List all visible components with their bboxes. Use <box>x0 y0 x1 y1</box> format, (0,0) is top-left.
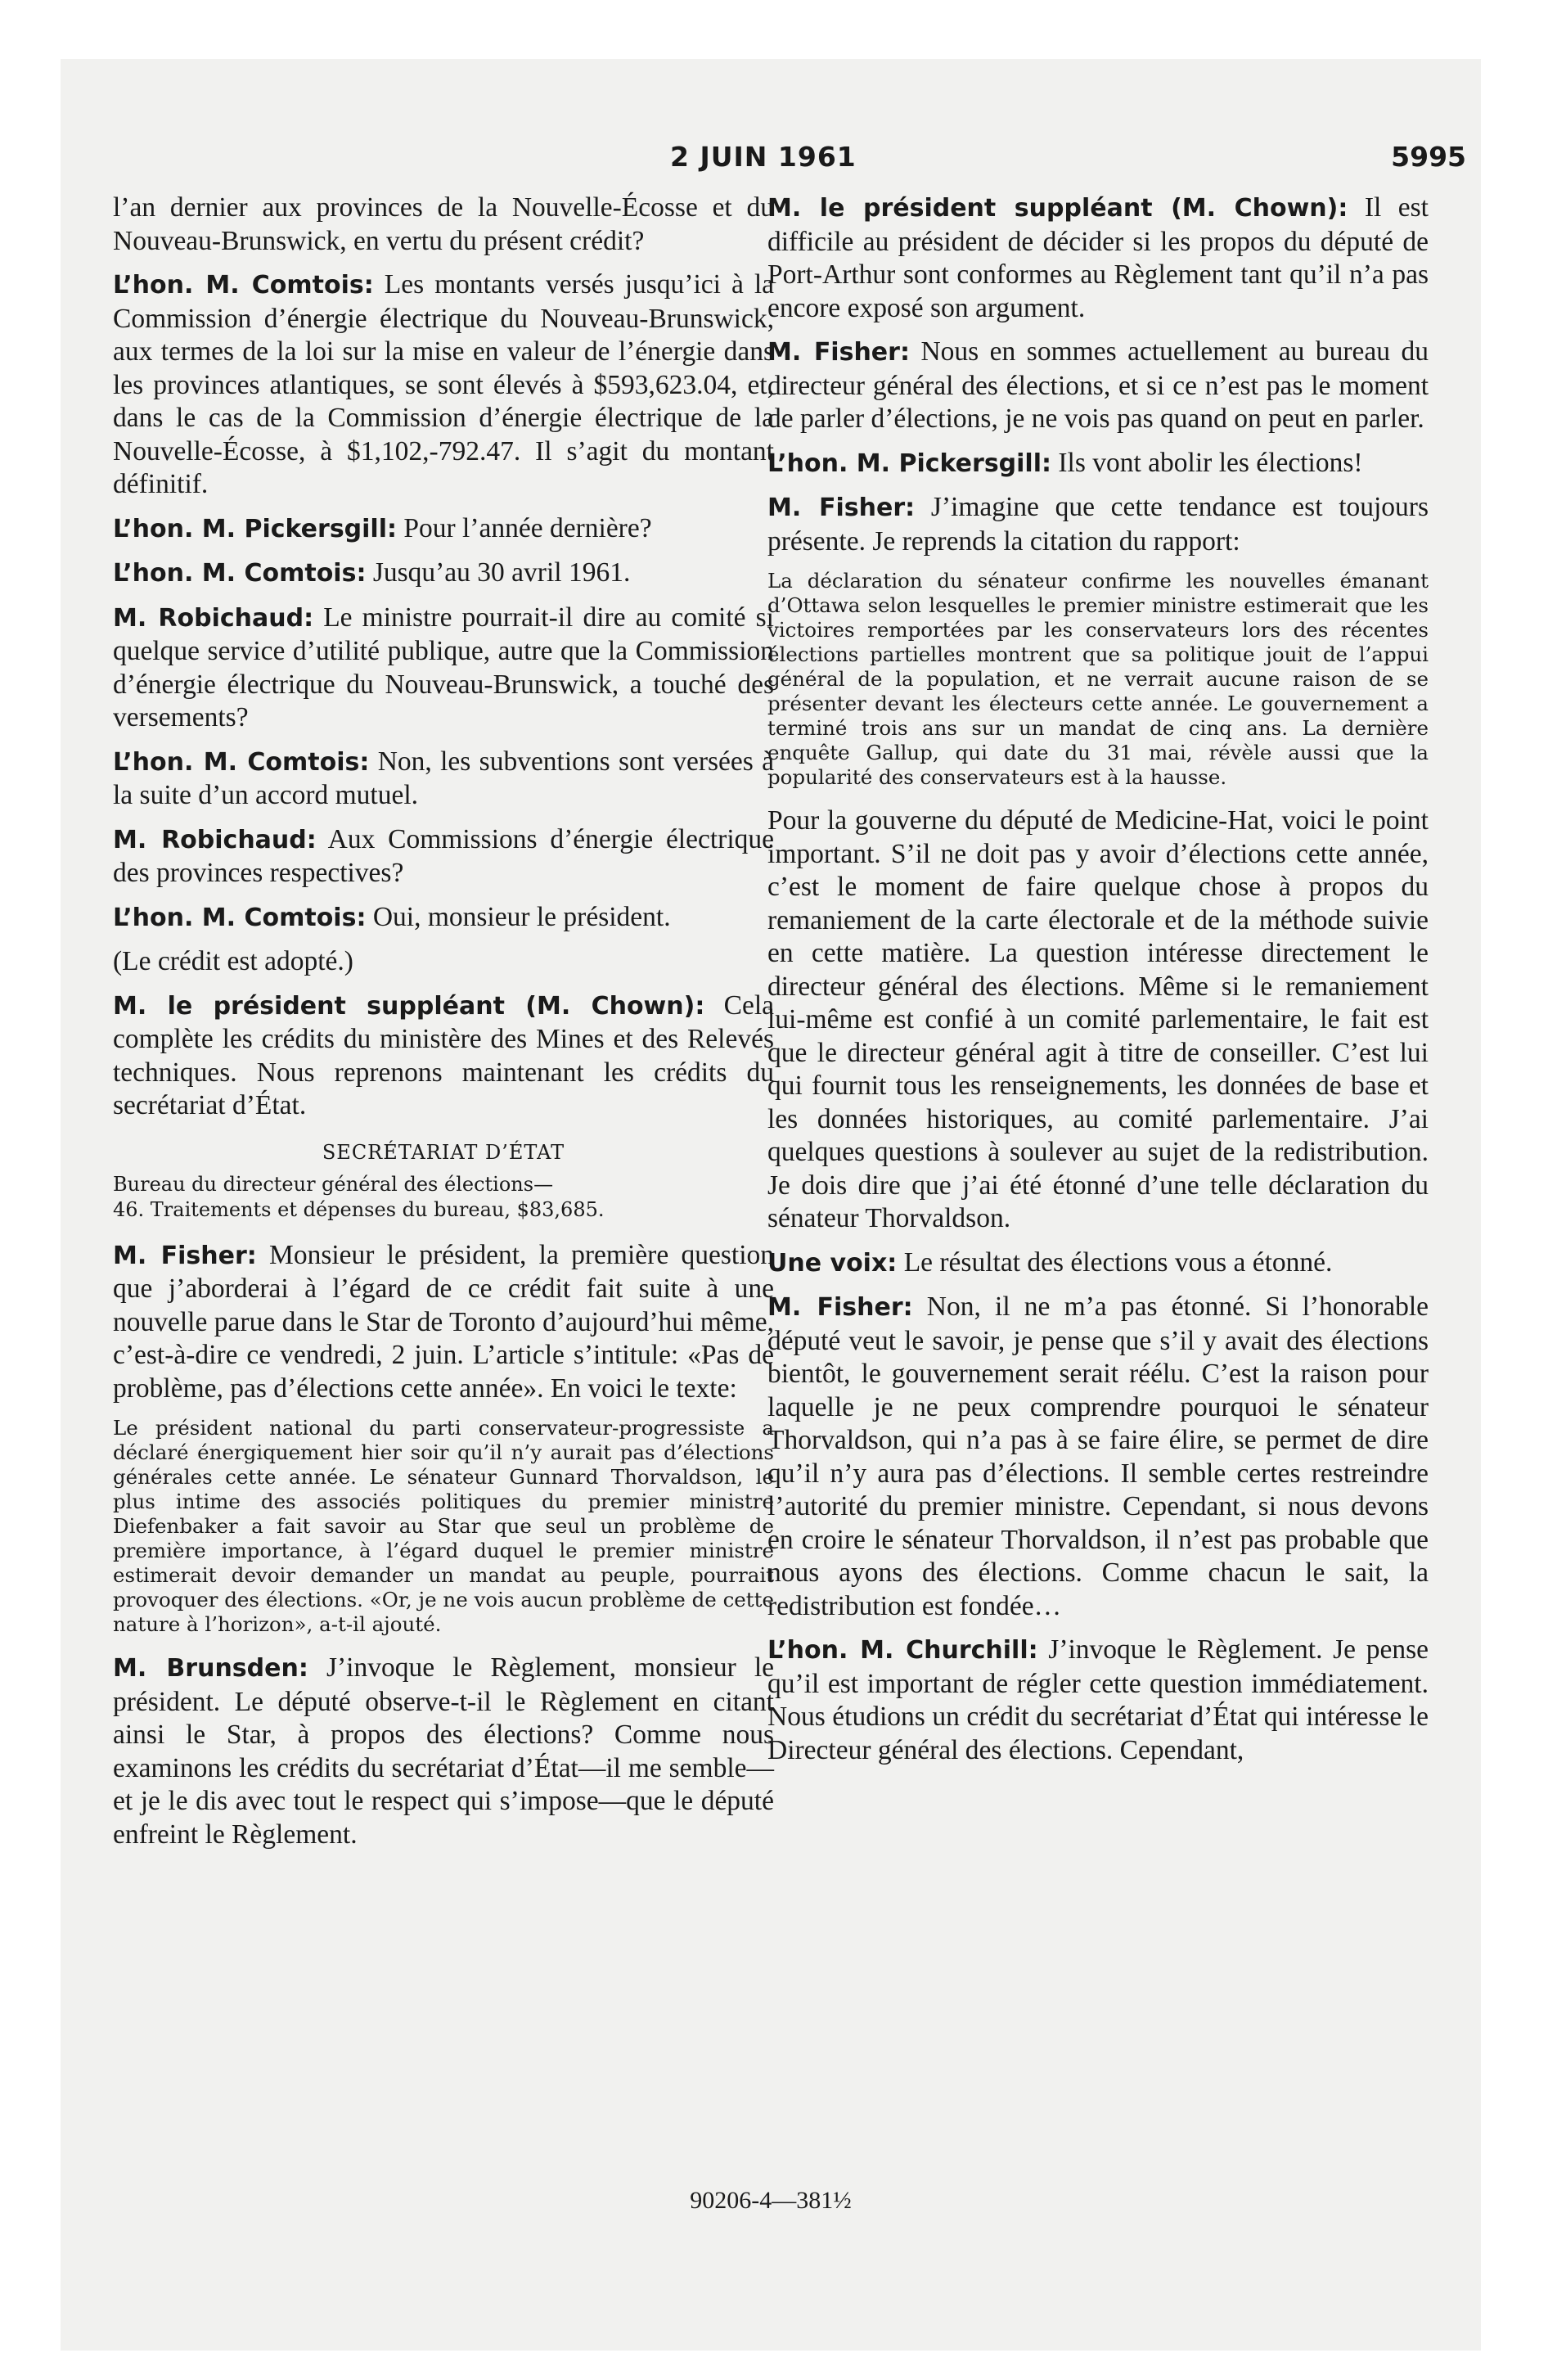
paragraph: Pour la gouverne du député de Medicine-Hat, voici le point important. S’il ne doit pas y avoir d’élections cette année, c’est le moment de faire quelque chose à propos du remaniement de la carte électorale et de la méthode suivie en cette matière. La question intéresse directement le directeur général des élections. Même si le remaniement lui-même est confié à un comité parlementaire, le fait est que le directeur général agit à titre de conseiller. C’est lui qui fournit tous les renseignements, les données de base et les données historiques, au comité parlementaire. J’ai quelques questions à soulever au sujet de la redistribution. Je dois dire que j’ai été étonné d’une telle déclaration du sénateur Thorvaldson. <box>767 805 1429 1233</box>
paragraph: M. Brunsden: J’invoque le Règlement, monsieur le président. Le député observe-t-il le Règlement en citant ainsi le Star, à propos des élections? Comme nous examinons les crédits du secrétariat d’État—il me semble—et je le dis avec tout le respect qui s’impose—que le député enfreint le Règlement. <box>113 1652 774 1850</box>
speaker: Une voix: <box>767 1248 898 1278</box>
page-header <box>61 141 1481 182</box>
speaker: M. Robichaud: <box>113 825 317 854</box>
speaker: L’hon. M. Pickersgill: <box>767 449 1051 478</box>
page-number: 5995 <box>1391 141 1466 173</box>
document-page <box>61 59 1481 2351</box>
speaker: L’hon. M. Comtois: <box>113 747 370 777</box>
speaker: M. le président suppléant (M. Chown): <box>113 991 705 1021</box>
speaker: M. Fisher: <box>113 1241 257 1270</box>
paragraph: L’hon. M. Comtois: Non, les subventions sont versées à la suite d’un accord mutuel. <box>113 746 775 810</box>
speaker: L’hon. M. Comtois: <box>113 903 367 932</box>
paragraph: l’an dernier aux provinces de la Nouvelle-Écosse et du Nouveau-Brunswick, en vertu du présent crédit? <box>113 192 774 256</box>
paragraph: (Le crédit est adopté.) <box>113 946 353 976</box>
speaker: M. Fisher: <box>767 494 916 522</box>
paragraph: M. le président suppléant (M. Chown): Il est difficile au président de décider si les propos du député de Port-Arthur sont conformes au Règlement tant qu’il n’a pas encore exposé son argument. <box>767 192 1429 323</box>
left-column <box>113 192 774 1862</box>
paragraph: M. Robichaud: Le ministre pourrait-il dire au comité si quelque service d’utilité publique, autre que la Commission d’énergie électrique du Nouveau-Brunswick, a touché des versements? <box>113 602 774 732</box>
speaker: L’hon. M. Comtois: <box>113 559 367 588</box>
paragraph: M. Robichaud: Aux Commissions d’énergie électrique des provinces respectives? <box>113 823 774 888</box>
paragraph: M. Fisher: Nous en sommes actuellement au bureau du directeur général des élections, et si ce n’est pas le moment de parler d’élections, je ne vois pas quand on peut en parler. <box>767 336 1429 434</box>
paragraph: M. Fisher: Monsieur le président, la première question que j’aborderai à l’égard de ce crédit fait suite à une nouvelle parue dans le Star de Toronto d’aujourd’hui même, c’est-à-dire ce vendredi, 2 juin. L’article s’intitule: «Pas de problème, pas d’élections cette année». En voici le texte: <box>113 1239 774 1404</box>
header-date: 2 JUIN 1961 <box>670 141 857 173</box>
speaker: M. Robichaud: <box>113 603 314 633</box>
paragraph: M. le président suppléant (M. Chown): Cela complète les crédits du ministère des Mines et des Relevés techniques. Nous reprenons maintenant les crédits du secrétariat d’État. <box>113 989 775 1120</box>
page-footer: 90206-4—381½ <box>690 2187 852 2214</box>
section-heading: SECRÉTARIAT D’ÉTAT <box>322 1140 565 1164</box>
speaker: M. le président suppléant (M. Chown): <box>767 194 1348 223</box>
paragraph: Une voix: Le résultat des élections vous a étonné. <box>767 1246 1333 1278</box>
paragraph: L’hon. M. Pickersgill: Ils vont abolir les élections! <box>767 447 1363 478</box>
speaker: M. Fisher: <box>767 338 910 367</box>
paragraph: L’hon. M. Churchill: J’invoque le Règlement. Je pense qu’il est important de régler cette question immédiatement. Nous étudions un crédit du secrétariat d’État qui intéresse le Directeur général des élections. Cependant, <box>767 1634 1429 1765</box>
quotation: La déclaration du sénateur confirme les nouvelles émanant d’Ottawa selon lesquelles le premier ministre estimerait que les victoires remportées par les conservateurs lors des récentes élections partielles montrent que sa politique jouit de l’appui général de la population, et ne verrait aucune raison de se présenter devant les électeurs cette année. Le gouvernement a terminé trois ans sur un mandat de cinq ans. La dernière enquête Gallup, qui date du 31 mai, révèle aussi que la popularité des conservateurs est à la hausse. <box>767 569 1429 789</box>
vote-item: Bureau du directeur général des élections— 46. Traitements et dépenses du bureau, $83,685. <box>113 1172 605 1221</box>
paragraph: M. Fisher: Non, il ne m’a pas étonné. Si l’honorable député veut le savoir, je pense que s’il y avait des élections bientôt, le gouvernement serait réélu. C’est la raison pour laquelle je ne peux comprendre pourquoi le sénateur Thorvaldson, qui n’a pas à se faire élire, se permet de dire qu’il n’y aura pas d’élections. Il semble certes restreindre l’autorité du premier ministre. Cependant, si nous devons en croire le sénateur Thorvaldson, il n’est pas probable que nous ayons des élections. Comme chacun le sait, la redistribution est fondée… <box>767 1291 1429 1621</box>
quotation: Le président national du parti conservateur-progressiste a déclaré énergiquement hier soir qu’il n’y aurait pas d’élections générales cette année. Le sénateur Gunnard Thorvaldson, le plus intime des associés politiques du premier ministre Diefenbaker a fait savoir au Star que seul un problème de première importance, à l’égard duquel le premier ministre estimerait devoir demander un mandat au peuple, pourrait provoquer des élections. «Or, je ne vois aucun problème de cette nature à l’horizon», a-t-il ajouté. <box>113 1416 774 1636</box>
speaker: M. Brunsden: <box>113 1654 308 1683</box>
paragraph: L’hon. M. Comtois: Les montants versés jusqu’ici à la Commission d’énergie électrique du Nouveau-Brunswick, aux termes de la loi sur la mise en valeur de l’énergie dans les provinces atlantiques, se sont élevés à $593,623.04, et, dans le cas de la Commission d’énergie électrique de la Nouvelle-Écosse, à $1,102,-792.47. Il s’agit du montant définitif. <box>113 269 774 499</box>
speaker: L’hon. M. Churchill: <box>767 1636 1038 1665</box>
paragraph: L’hon. M. Comtois: Jusqu’au 30 avril 1961. <box>113 557 631 588</box>
paragraph: L’hon. M. Comtois: Oui, monsieur le président. <box>113 901 671 932</box>
speaker: L’hon. M. Pickersgill: <box>113 514 397 543</box>
paragraph: M. Fisher: J’imagine que cette tendance est toujours présente. Je reprends la citation du rapport: <box>767 492 1429 557</box>
speaker: M. Fisher: <box>767 1293 913 1322</box>
right-column <box>767 192 1429 1778</box>
speaker: L’hon. M. Comtois: <box>113 271 374 300</box>
paragraph: L’hon. M. Pickersgill: Pour l’année dernière? <box>113 512 652 543</box>
